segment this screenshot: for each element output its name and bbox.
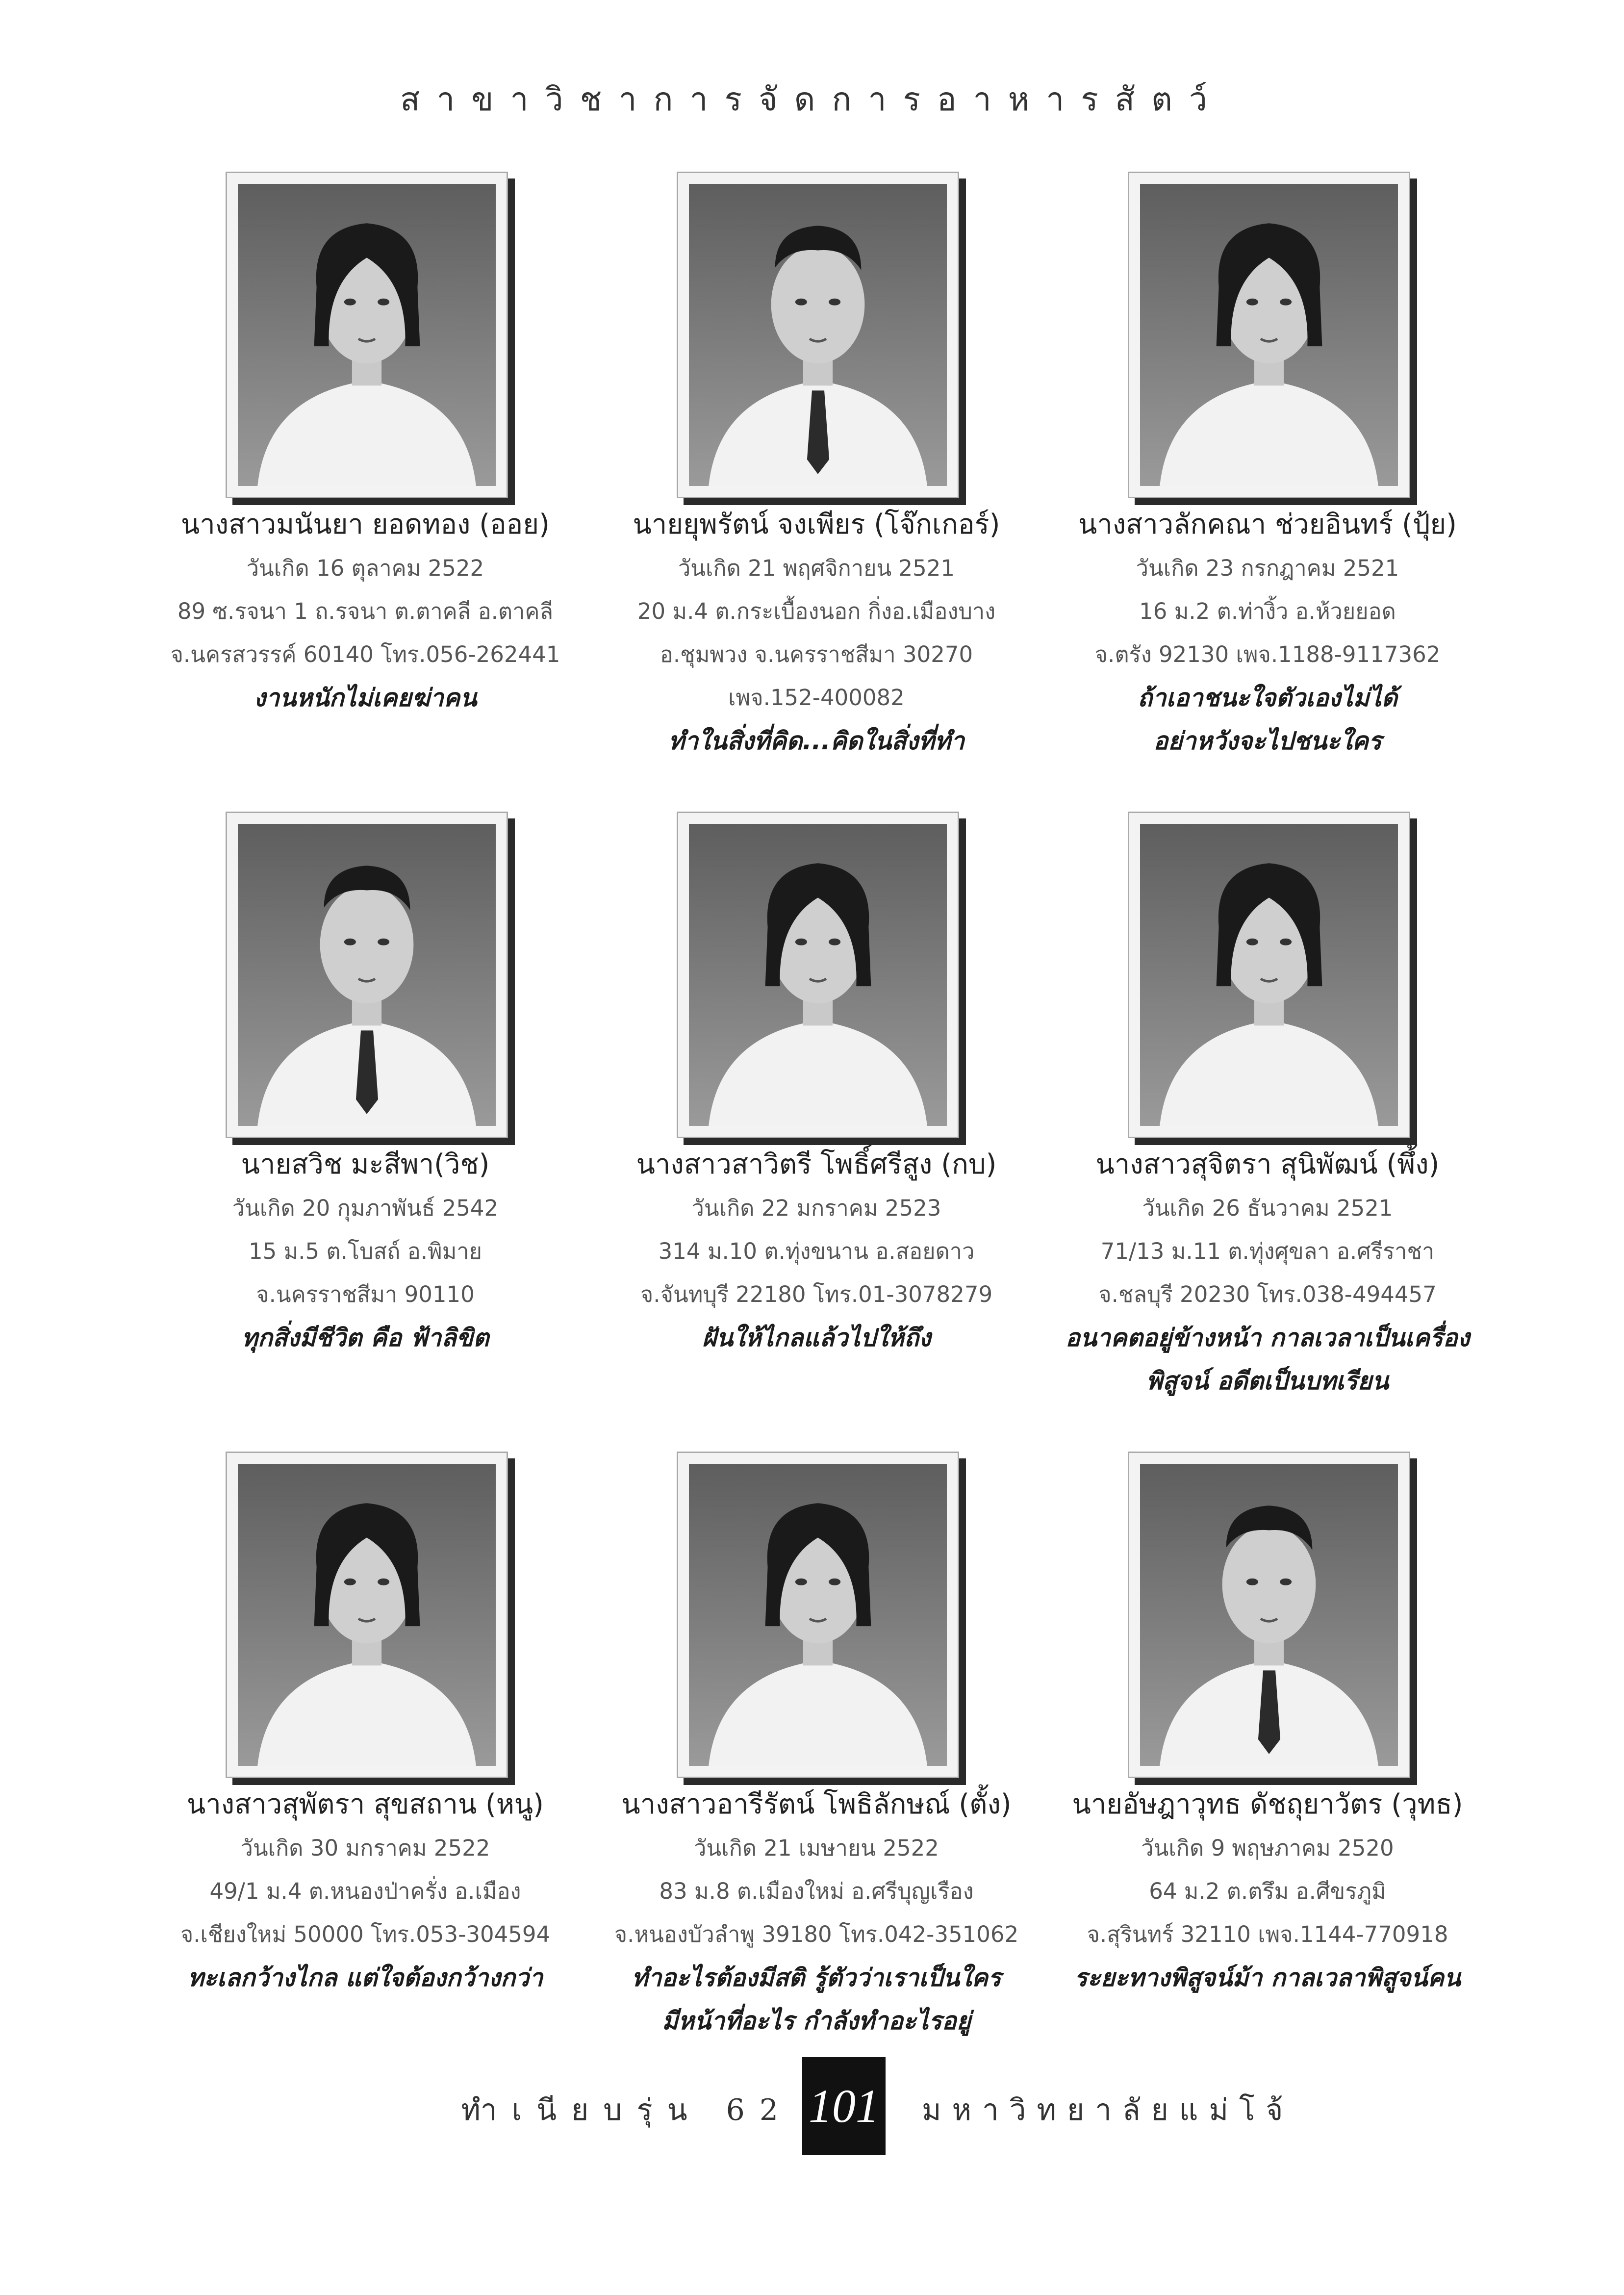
student-address-line: จ.สุรินทร์ 32110 เพจ.1144-770918: [1087, 1921, 1448, 1947]
student-address-line: จ.นครสวรรค์ 60140 โทร.056-262441: [170, 641, 560, 667]
student-card: [591, 802, 1042, 1442]
student-name: นายยุพรัตน์ จงเพียร (โจ๊กเกอร์): [633, 509, 1000, 540]
student-birthday: วันเกิด 22 มกราคม 2523: [691, 1195, 941, 1221]
student-address-line: จ.ชลบุรี 20230 โทร.038-494457: [1098, 1281, 1437, 1307]
student-card: [140, 1442, 591, 2082]
portrait-image: [1140, 1464, 1398, 1766]
student-birthday: วันเกิด 20 กุมภาพันธ์ 2542: [232, 1195, 499, 1221]
student-address-line: อ.ชุมพวง จ.นครราชสีมา 30270: [660, 641, 973, 667]
student-name: นายอัษฎาวุทธ ดัชถุยาวัตร (วุทธ): [1072, 1788, 1463, 1820]
student-grid: [140, 162, 1473, 2082]
student-motto: ฝันให้ไกลแล้วไปให้ถึง: [702, 1324, 931, 1352]
student-card: [1042, 802, 1493, 1442]
student-address-line: 89 ซ.รจนา 1 ถ.รจนา ต.ตาคลี อ.ตาคลี: [177, 598, 554, 624]
student-card: [1042, 1442, 1493, 2082]
student-address-line: จ.นครราชสีมา 90110: [256, 1281, 475, 1307]
student-info: [1042, 1783, 1493, 1999]
student-info: [591, 1783, 1042, 2042]
student-address-line: จ.เชียงใหม่ 50000 โทร.053-304594: [180, 1921, 551, 1947]
portrait-image: [689, 824, 947, 1126]
student-name: นางสาวมนันยา ยอดทอง (ออย): [181, 509, 550, 540]
student-name: นางสาวสาวิตรี โพธิ์ศรีสูง (กบ): [636, 1148, 997, 1180]
student-motto: อนาคตอยู่ข้างหน้า กาลเวลาเป็นเครื่อง: [1065, 1324, 1470, 1352]
student-info: [140, 1143, 591, 1359]
page-header: สาขาวิชาการจัดการอาหารสัตว์: [400, 80, 1224, 118]
footer-university: มหาวิทยาลัยแม่โจ้: [922, 2093, 1294, 2127]
student-address-line: จ.ตรัง 92130 เพจ.1188-9117362: [1094, 641, 1441, 667]
student-card: [1042, 162, 1493, 802]
student-card: [140, 802, 591, 1442]
student-photo: [1128, 812, 1410, 1138]
page-footer: [0, 2047, 1624, 2155]
student-photo: [226, 1452, 508, 1778]
student-address-line: 71/13 ม.11 ต.ทุ่งศุขลา อ.ศรีราชา: [1100, 1238, 1435, 1264]
portrait-image: [689, 184, 947, 486]
student-address-line: จ.จันทบุรี 22180 โทร.01-3078279: [640, 1281, 993, 1307]
student-photo: [677, 812, 959, 1138]
student-card: [140, 162, 591, 802]
student-address-line: จ.หนองบัวลำพู 39180 โทร.042-351062: [614, 1921, 1019, 1947]
student-info: [140, 1783, 591, 1999]
portrait-image: [238, 184, 496, 486]
student-photo: [1128, 1452, 1410, 1778]
student-name: นางสาวอารีรัตน์ โพธิลักษณ์ (ตั้ง): [621, 1788, 1012, 1820]
student-birthday: วันเกิด 16 ตุลาคม 2522: [246, 555, 484, 581]
student-motto: ระยะทางพิสูจน์ม้า กาลเวลาพิสูจน์คน: [1074, 1964, 1461, 1992]
student-photo: [677, 1452, 959, 1778]
student-photo: [677, 172, 959, 498]
student-birthday: วันเกิด 23 กรกฎาคม 2521: [1136, 555, 1399, 581]
student-info: [140, 503, 591, 719]
student-name: นางสาวลักคณา ช่วยอินทร์ (ปุ้ย): [1078, 509, 1457, 540]
student-name: นายสวิช มะสีพา(วิช): [241, 1148, 490, 1180]
student-name: นางสาวสุจิตรา สุนิพัฒน์ (พึ้ง): [1095, 1148, 1440, 1180]
student-motto: ถ้าเอาชนะใจตัวเองไม่ได้: [1137, 684, 1398, 712]
student-motto: มีหน้าที่อะไร กำลังทำอะไรอยู่: [661, 2007, 971, 2035]
portrait-image: [1140, 184, 1398, 486]
student-address-line: 16 ม.2 ต.ท่างิ้ว อ.ห้วยยอด: [1139, 598, 1396, 624]
page-number: 101: [802, 2057, 886, 2155]
student-address-line: 64 ม.2 ต.ตรึม อ.ศีขรภูมิ: [1149, 1878, 1386, 1904]
student-birthday: วันเกิด 21 เมษายน 2522: [694, 1835, 939, 1861]
student-address-line: เพจ.152-400082: [728, 685, 905, 711]
student-birthday: วันเกิด 26 ธันวาคม 2521: [1142, 1195, 1393, 1221]
portrait-image: [689, 1464, 947, 1766]
student-motto: งานหนักไม่เคยฆ่าคน: [254, 684, 477, 712]
student-photo: [226, 812, 508, 1138]
student-address-line: 49/1 ม.4 ต.หนองป่าครั่ง อ.เมือง: [209, 1878, 521, 1904]
student-motto: ทะเลกว้างไกล แต่ใจต้องกว้างกว่า: [187, 1964, 543, 1992]
student-motto: ทำในสิ่งที่คิด...คิดในสิ่งที่ทำ: [668, 727, 964, 755]
student-info: [1042, 503, 1493, 763]
student-address-line: 83 ม.8 ต.เมืองใหม่ อ.ศรีบุญเรือง: [659, 1878, 974, 1904]
student-motto: อย่าหวังจะไปชนะใคร: [1153, 727, 1382, 755]
student-birthday: วันเกิด 30 มกราคม 2522: [240, 1835, 490, 1861]
student-birthday: วันเกิด 21 พฤศจิกายน 2521: [678, 555, 955, 581]
student-card: [591, 162, 1042, 802]
student-photo: [226, 172, 508, 498]
student-motto: ทำอะไรต้องมีสติ รู้ตัวว่าเราเป็นใคร: [632, 1964, 1001, 1992]
student-address-line: 314 ม.10 ต.ทุ่งขนาน อ.สอยดาว: [658, 1238, 975, 1264]
student-card: [591, 1442, 1042, 2082]
portrait-image: [1140, 824, 1398, 1126]
footer-class-label: ทำเนียบรุ่น 62: [461, 2093, 793, 2127]
portrait-image: [238, 824, 496, 1126]
student-motto: พิสูจน์ อดีตเป็นบทเรียน: [1146, 1367, 1389, 1395]
portrait-image: [238, 1464, 496, 1766]
student-birthday: วันเกิด 9 พฤษภาคม 2520: [1141, 1835, 1394, 1861]
student-motto: ทุกสิ่งมีชีวิต คือ ฟ้าลิขิต: [241, 1324, 489, 1352]
student-info: [1042, 1143, 1493, 1402]
student-address-line: 15 ม.5 ต.โบสถ์ อ.พิมาย: [248, 1238, 482, 1264]
student-info: [591, 1143, 1042, 1359]
student-address-line: 20 ม.4 ต.กระเบื้องนอก กิ่งอ.เมืองบาง: [637, 598, 996, 624]
student-name: นางสาวสุพัตรา สุขสถาน (หนู): [187, 1788, 544, 1820]
student-info: [591, 503, 1042, 763]
student-photo: [1128, 172, 1410, 498]
